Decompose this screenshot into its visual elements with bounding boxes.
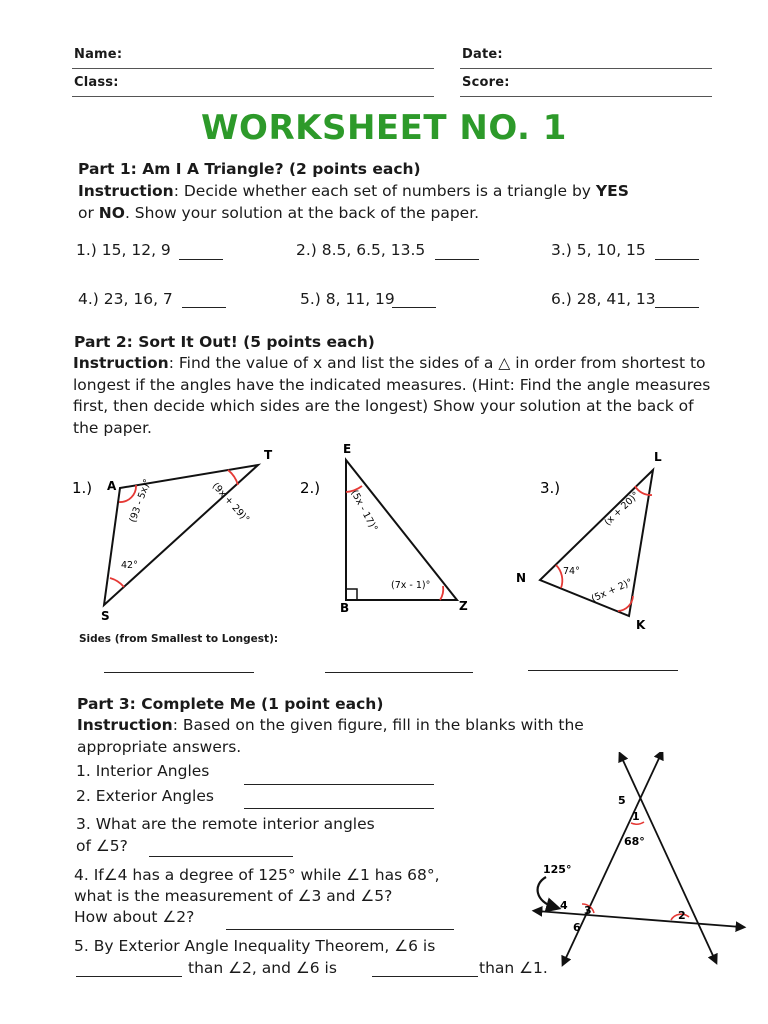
answer-blank[interactable] xyxy=(655,259,699,260)
vertex-e: E xyxy=(343,442,352,456)
part1-item-5: 5.) 8, 11, 19 xyxy=(300,290,395,308)
question-4-line-2: what is the measurement of ∠3 and ∠5? xyxy=(74,887,393,905)
triangle-2-number: 2.) xyxy=(300,479,321,497)
no-keyword: NO xyxy=(98,203,125,222)
yes-keyword: YES xyxy=(595,182,629,200)
score-label: Score: xyxy=(462,75,510,90)
transversal-right xyxy=(621,756,715,960)
right-angle-marker xyxy=(346,589,357,600)
triangle-2 xyxy=(346,460,457,600)
sides-answer-blank-2[interactable] xyxy=(325,672,473,673)
part3-heading: Part 3: Complete Me (1 point each) xyxy=(77,695,384,713)
angle-label-1: 1 xyxy=(632,810,640,823)
answer-blank[interactable] xyxy=(655,307,699,308)
part1-item-1: 1.) 15, 12, 9 xyxy=(76,241,171,259)
class-line[interactable] xyxy=(72,96,434,97)
question-4-line-1: 4. If∠4 has a degree of 125° while ∠1 has 68°, xyxy=(74,866,440,884)
part1-item-3: 3.) 5, 10, 15 xyxy=(551,241,646,259)
answer-blank[interactable] xyxy=(182,307,226,308)
angle-label: (93 - 5x)° xyxy=(127,477,154,525)
vertex-l: L xyxy=(654,450,662,464)
triangle-1 xyxy=(104,465,258,605)
question-5-than-1: than ∠2, and ∠6 is xyxy=(188,959,337,977)
part3-angle-figure xyxy=(528,752,768,972)
angle-label: (5x - 17)° xyxy=(348,488,380,534)
sides-answer-blank-1[interactable] xyxy=(104,672,254,673)
angle-label: 42° xyxy=(121,560,138,571)
angle-label: (9x + 29)° xyxy=(209,480,252,526)
instruction-text: : Based on the given figure, fill in the blanks with the appropriate answers. xyxy=(77,716,584,756)
question-4-blank[interactable] xyxy=(226,929,454,930)
part2-instruction xyxy=(73,353,723,439)
question-5-blank-2[interactable] xyxy=(372,976,478,977)
vertex-s: S xyxy=(101,609,110,623)
part1-heading: Part 1: Am I A Triangle? (2 points each) xyxy=(78,160,421,178)
date-label: Date: xyxy=(462,47,503,62)
vertex-b: B xyxy=(340,601,350,615)
curved-arrow xyxy=(538,877,554,907)
angle-label: (7x - 1)° xyxy=(391,580,431,591)
score-line[interactable] xyxy=(460,96,712,97)
question-3-line-1: 3. What are the remote interior angles xyxy=(76,815,375,833)
angle-label-125: 125° xyxy=(543,863,572,876)
angle-arc xyxy=(556,565,562,588)
part1-item-4: 4.) 23, 16, 7 xyxy=(78,290,173,308)
angle-label-3: 3 xyxy=(584,904,592,917)
question-2-blank[interactable] xyxy=(244,808,434,809)
angle-label-68: 68° xyxy=(624,835,645,848)
base-line xyxy=(537,911,741,927)
question-3-blank[interactable] xyxy=(149,856,293,857)
class-label: Class: xyxy=(74,75,119,90)
angle-arc xyxy=(110,578,124,587)
sides-answer-blank-3[interactable] xyxy=(528,670,678,671)
part1-item-6: 6.) 28, 41, 13 xyxy=(551,290,656,308)
angle-label: (5x + 2)° xyxy=(589,576,635,605)
triangle-3-number: 3.) xyxy=(540,479,561,497)
part2-triangles-figure xyxy=(0,440,768,660)
instruction-label: Instruction xyxy=(78,182,174,200)
part1-instruction xyxy=(78,181,738,224)
name-line[interactable] xyxy=(72,68,434,69)
question-4-line-3: How about ∠2? xyxy=(74,908,195,926)
instruction-text: : Find the value of x and list the sides of a △ in order from shortest to longest if the angles have the indicated measures. (Hint: Find the angle measures first, then decide which sides are the longest) Show your solution at the back of the paper. xyxy=(73,354,711,437)
or-text: or xyxy=(78,203,99,222)
sides-label: Sides (from Smallest to Longest): xyxy=(79,633,279,645)
worksheet-title: WORKSHEET NO. 1 xyxy=(201,108,567,148)
vertex-n: N xyxy=(516,571,527,585)
instruction-text: : Decide whether each set of numbers is a triangle by xyxy=(173,182,596,200)
question-5-blank-1[interactable] xyxy=(76,976,182,977)
angle-label-4: 4 xyxy=(560,899,568,912)
answer-blank[interactable] xyxy=(435,259,479,260)
date-line[interactable] xyxy=(460,68,712,69)
instruction-label: Instruction xyxy=(73,354,169,372)
question-5-than-2: than ∠1. xyxy=(479,959,548,977)
question-3-line-2: of ∠5? xyxy=(76,837,128,855)
answer-blank[interactable] xyxy=(179,259,223,260)
angle-label-6: 6 xyxy=(573,921,581,934)
question-5-line-1: 5. By Exterior Angle Inequality Theorem, ∠6 is xyxy=(74,937,436,955)
angle-arc xyxy=(440,586,443,600)
part1-item-2: 2.) 8.5, 6.5, 13.5 xyxy=(296,241,426,259)
question-2: 2. Exterior Angles xyxy=(76,787,214,805)
triangle-1-number: 1.) xyxy=(72,479,93,497)
vertex-a: A xyxy=(107,479,117,493)
answer-blank[interactable] xyxy=(392,307,436,308)
vertex-z: Z xyxy=(459,599,468,613)
part2-heading: Part 2: Sort It Out! (5 points each) xyxy=(74,333,375,351)
angle-arc xyxy=(228,470,238,485)
vertex-t: T xyxy=(264,448,273,462)
question-1: 1. Interior Angles xyxy=(76,762,210,780)
name-label: Name: xyxy=(74,47,123,62)
angle-label-2: 2 xyxy=(678,909,686,922)
angle-label: 74° xyxy=(563,566,580,577)
vertex-k: K xyxy=(636,618,646,632)
question-1-blank[interactable] xyxy=(244,784,434,785)
angle-label-5: 5 xyxy=(618,794,626,807)
instruction-text-2: . Show your solution at the back of the paper. xyxy=(124,203,480,222)
angle-label: (x + 20)° xyxy=(602,489,642,529)
instruction-label: Instruction xyxy=(77,716,173,734)
